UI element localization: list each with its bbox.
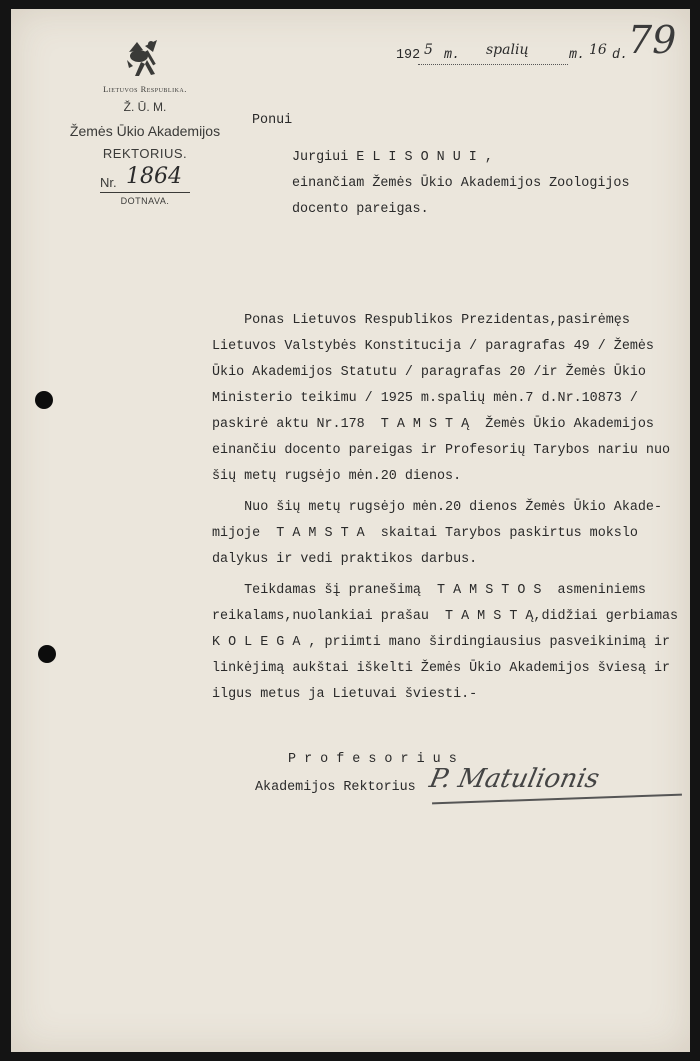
letterhead-office: REKTORIUS.: [102, 146, 188, 161]
addressee-line-2: einančiam Žemės Ūkio Akademijos Zoologijos: [292, 176, 630, 191]
handwritten-signature: P. Matulionis: [426, 764, 602, 794]
body-line: dalykus ir vedi praktikos darbus.: [212, 552, 478, 567]
nr-underline: [100, 192, 190, 193]
signature-role: Akademijos Rektorius: [255, 780, 416, 795]
body-line: K O L E G A , priimti mano širdingiausius pasveikinimą ir: [212, 635, 671, 650]
date-m-label: m.: [444, 48, 461, 63]
date-underline: [418, 64, 568, 65]
addressee-line-3: docento pareigas.: [292, 202, 429, 217]
body-line: Ponas Lietuvos Respublikos Prezidentas,pasirėmęs: [212, 313, 630, 328]
date-year-prefix: 192: [396, 48, 421, 63]
date-year-digit: 5: [424, 42, 433, 58]
date-day: 16: [589, 42, 607, 58]
addressee-name: Jurgiui E L I S O N U I ,: [292, 150, 493, 165]
body-line: šių metų rugsėjo mėn.20 dienos.: [212, 469, 462, 484]
body-line: Lietuvos Valstybės Konstitucija / paragrafas 49 / Žemės: [212, 339, 654, 354]
letterhead-republic: Lietuvos Respublika.: [103, 84, 187, 94]
salutation: Ponui: [252, 113, 293, 128]
letterhead-ministry: Ž. Ū. M.: [123, 100, 167, 114]
body-line: Nuo šių metų rugsėjo mėn.20 dienos Žemės Ūkio Akade-: [212, 500, 662, 515]
date-d-label: d.: [612, 48, 629, 63]
letterhead-nr-label: Nr.: [100, 175, 117, 190]
body-line: einančiu docento pareigas ir Profesorių Tarybos nariu nuo: [212, 443, 671, 458]
body-line: mijoje T A M S T A skaitai Tarybos paskirtus mokslo: [212, 526, 638, 541]
body-line: paskirė aktu Nr.178 T A M S T Ą Žemės Ūkio Akademijos: [212, 417, 654, 432]
body-line: reikalams,nuolankiai prašau T A M S T Ą,didžiai gerbiamas: [212, 609, 679, 624]
body-line: linkėjimą aukštai iškelti Žemės Ūkio Akademijos šviesą ir: [212, 661, 671, 676]
date-m2-label: m.: [569, 48, 586, 63]
letterhead-nr-value: 1864: [126, 164, 182, 189]
archive-number: 79: [628, 18, 677, 62]
date-month: spalių: [486, 42, 529, 58]
body-line: Ministerio teikimu / 1925 m.spalių mėn.7 d.Nr.10873 /: [212, 391, 638, 406]
letterhead-city: DOTNAVA.: [120, 196, 170, 206]
binder-hole: [35, 391, 53, 409]
binder-hole: [38, 645, 56, 663]
letterhead-academy: Žemės Ūkio Akademijos: [69, 123, 221, 139]
coat-of-arms-emblem: [121, 36, 165, 80]
body-line: Teikdamas šį pranešimą T A M S T O S asmeniniems: [212, 583, 646, 598]
signature-title: P r o f e s o r i u s: [288, 752, 457, 767]
body-line: Ūkio Akademijos Statutu / paragrafas 20 /ir Žemės Ūkio: [212, 365, 646, 380]
body-line: ilgus metus ja Lietuvai šviesti.-: [212, 687, 478, 702]
